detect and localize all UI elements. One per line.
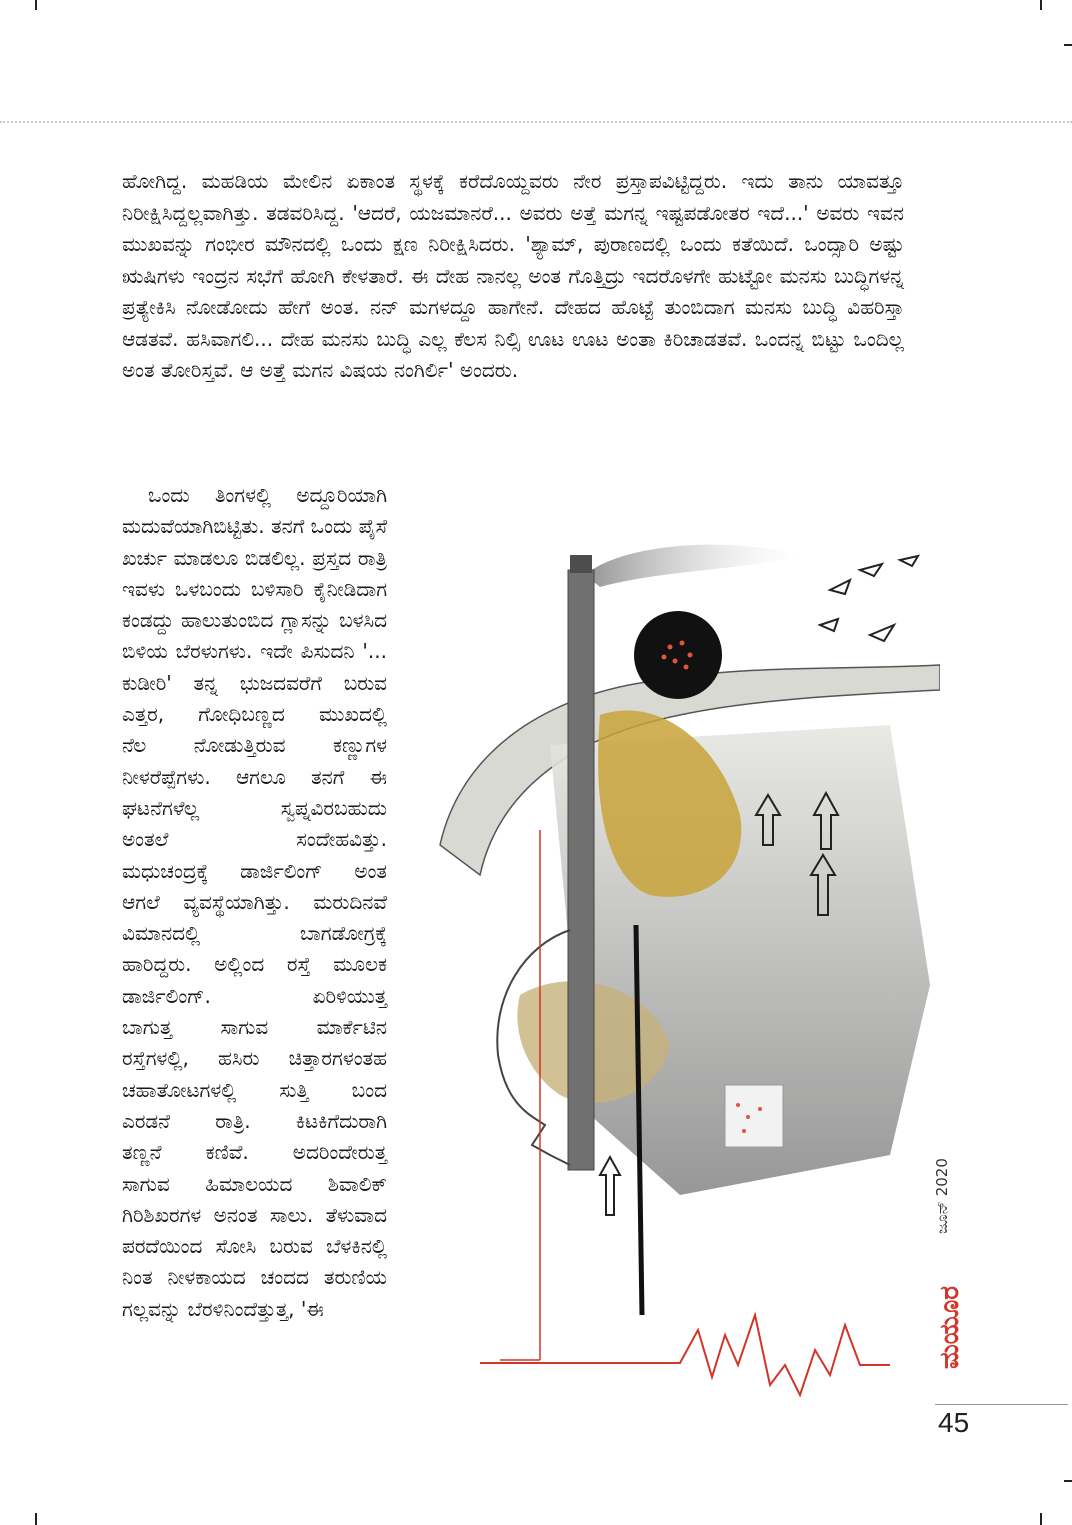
column-line: ರಸ್ತೆಗಳಲ್ಲಿ, ಹಸಿರು ಚಿತ್ತಾರಗಳಂತಹ bbox=[122, 1046, 388, 1071]
column-line: ಘಟನೆಗಳೆಲ್ಲ ಸ್ವಪ್ನವಿರಬಹುದು bbox=[122, 795, 388, 820]
column-line: ನಿಂತ ನೀಳಕಾಯದ ಚಂದದ ತರುಣಿಯ bbox=[122, 1265, 388, 1290]
column-line: ಮದುವೆಯಾಗಿಬಿಟ್ಟಿತು. ತನಗೆ ಒಂದು ಪೈಸೆ bbox=[122, 514, 388, 539]
header-dotted-rule bbox=[0, 121, 1072, 123]
column-line: ಬಿಳಿಯ ಬೆರಳುಗಳು. ಇದೇ ಪಿಸುದನಿ '... bbox=[122, 639, 388, 664]
column-line: ಬಾಗುತ್ತ ಸಾಗುವ ಮಾರ್ಕೆಟಿನ bbox=[122, 1015, 388, 1040]
column-line: ತಣ್ಣನೆ ಕಣಿವೆ. ಅದರಿಂದೇರುತ್ತ bbox=[122, 1140, 388, 1165]
column-line: ಎರಡನೆ ರಾತ್ರಿ. ಕಿಟಕಿಗೆದುರಾಗಿ bbox=[122, 1108, 388, 1133]
crop-mark-right-upper bbox=[1064, 44, 1072, 46]
heartbeat-line-icon bbox=[480, 1315, 890, 1395]
column-line: ಆಗಲೆ ವ್ಯವಸ್ಥೆಯಾಗಿತ್ತು. ಮರುದಿನವೆ bbox=[122, 889, 388, 914]
birds-icon bbox=[820, 556, 918, 641]
smokestack-icon bbox=[568, 570, 594, 1170]
smoke-plume bbox=[585, 545, 800, 587]
column-line: ಕುಡೀರಿ' ತನ್ನ ಭುಜದವರೆಗೆ ಬರುವ bbox=[122, 670, 388, 695]
crop-mark-bottom-right bbox=[1040, 1513, 1042, 1525]
column-line: ಗಿರಿಶಿಖರಗಳ ಅನಂತ ಸಾಲು. ತೆಳುವಾದ bbox=[122, 1202, 388, 1227]
column-line: ನೆಲ ನೋಡುತ್ತಿರುವ ಕಣ್ಣುಗಳ bbox=[122, 733, 388, 758]
black-sun bbox=[634, 611, 722, 699]
page-number-rule bbox=[935, 1404, 1068, 1405]
column-line: ನೀಳರೆಪ್ಪೆಗಳು. ಆಗಲೂ ತನಗೆ ಈ bbox=[122, 764, 388, 789]
column-line: ಅಂತಲೆ ಸಂದೇಹವಿತ್ತು. bbox=[122, 827, 388, 852]
column-line: ಹಾರಿದ್ದರು. ಅಲ್ಲಿಂದ ರಸ್ತೆ ಮೂಲಕ bbox=[122, 952, 388, 977]
column-line: ಪರದೆಯಿಂದ ಸೋಸಿ ಬರುವ ಬೆಳಕಿನಲ್ಲಿ bbox=[122, 1234, 388, 1259]
story-illustration bbox=[420, 515, 940, 1410]
issue-date: ಜೂನ್ 2020 bbox=[933, 1158, 952, 1234]
column-line: ಡಾರ್ಜಿಲಿಂಗ್. ಏರಿಳಿಯುತ್ತ bbox=[122, 983, 388, 1008]
column-line: ಚಹಾತೋಟಗಳಲ್ಲಿ ಸುತ್ತಿ ಬಂದ bbox=[122, 1077, 388, 1102]
body-paragraph-full: ಹೋಗಿದ್ದ. ಮಹಡಿಯ ಮೇಲಿನ ಏಕಾಂತ ಸ್ಥಳಕ್ಕೆ ಕರೆದೊಯ್ದವರು ನೇರ ಪ್ರಸ್ತಾಪವಿಟ್ಟಿದ್ದರು. ಇದು ತಾನು ಯಾವತ್ತೂ ನಿರೀಕ್ಷಿಸಿದ್ದಲ್ಲವಾಗಿತ್ತು. ತಡವರಿಸಿದ್ದ. 'ಆದರೆ, ಯಜಮಾನರೆ... ಅವರು ಅತ್ತೆ ಮಗನ್ನ ಇಷ್ಟಪಡೋತರ ಇದೆ...' ಅವರು ಇವನ ಮುಖವನ್ನು ಗಂಭೀರ ಮೌನದಲ್ಲಿ ಒಂದು ಕ್ಷಣ ನಿರೀಕ್ಷಿಸಿದರು. 'ಶ್ಯಾಮ್, ಪುರಾಣದಲ್ಲಿ ಒಂದು ಕತೆಯಿದೆ. ಒಂದ್ಸಾರಿ ಅಷ್ಟು ಋಷಿಗಳು ಇಂದ್ರನ ಸಭೆಗೆ ಹೋಗಿ ಕೇಳತಾರೆ. ಈ ದೇಹ ನಾನಲ್ಲ ಅಂತ ಗೊತ್ತಿದ್ರು ಇದರೊಳಗೇ ಹುಟ್ಟೋ ಮನಸು ಬುದ್ಧಿಗಳನ್ನ ಪ್ರತ್ಯೇಕಿಸಿ ನೋಡೋದು ಹೇಗೆ ಅಂತ. ನನ್ ಮಗಳದ್ದೂ ಹಾಗೇನೆ. ದೇಹದ ಹೊಟ್ಟೆ ತುಂಬಿದಾಗ ಮನಸು ಬುದ್ಧಿ ವಿಹರಿಸ್ತಾ ಆಡತವೆ. ಹಸಿವಾಗಲಿ... ದೇಹ ಮನಸು ಬುದ್ಧಿ ಎಲ್ಲ ಕೆಲಸ ನಿಲ್ಸಿ ಊಟ ಊಟ ಅಂತಾ ಕಿರಿಚಾಡತವೆ. ಒಂದನ್ನ ಬಿಟ್ಟು ಒಂದಿಲ್ಲ ಅಂತ ತೋರಿಸ್ತವೆ. ಆ ಅತ್ತೆ ಮಗನ ವಿಷಯ ನಂಗಿರ್ಲಿ' ಅಂದರು. bbox=[122, 169, 904, 382]
crop-mark-top-left bbox=[35, 0, 37, 10]
column-line: ಎತ್ತರ, ಗೋಧಿಬಣ್ಣದ ಮುಖದಲ್ಲಿ bbox=[122, 702, 388, 727]
body-paragraph-column bbox=[122, 480, 387, 1325]
crop-mark-top-right bbox=[1040, 0, 1042, 10]
column-line: ಸಾಗುವ ಹಿಮಾಲಯದ ಶಿವಾಲಿಕ್ bbox=[122, 1171, 388, 1196]
column-line: ವಿಮಾನದಲ್ಲಿ ಬಾಗಡೋಗ್ರಕ್ಕೆ bbox=[122, 921, 388, 946]
crop-mark-bottom-left bbox=[35, 1513, 37, 1525]
column-line: ಕಂಡದ್ದು ಹಾಲುತುಂಬಿದ ಗ್ಲಾಸನ್ನು ಬಳಸಿದ bbox=[122, 608, 388, 633]
white-patch bbox=[725, 1085, 783, 1147]
column-line: ಒಂದು ತಿಂಗಳಲ್ಲಿ ಅದ್ದೂರಿಯಾಗಿ bbox=[148, 483, 388, 507]
column-line: ಗಲ್ಲವನ್ನು ಬೆರಳಿನಿಂದೆತ್ತುತ್ತ, 'ಈ bbox=[122, 1296, 324, 1321]
masthead-logo: ಮಯೂರ bbox=[934, 1285, 965, 1369]
column-line: ಖರ್ಚು ಮಾಡಲೂ ಬಿಡಲಿಲ್ಲ. ಪ್ರಸ್ತದ ರಾತ್ರಿ bbox=[122, 545, 388, 570]
crop-mark-right-lower bbox=[1064, 1480, 1072, 1482]
column-line: ಮಧುಚಂದ್ರಕ್ಕೆ ಡಾರ್ಜಿಲಿಂಗ್ ಅಂತ bbox=[122, 858, 388, 883]
column-line: ಇವಳು ಒಳಬಂದು ಬಳಿಸಾರಿ ಕೈನೀಡಿದಾಗ bbox=[122, 576, 388, 601]
page-number: 45 bbox=[938, 1407, 970, 1438]
